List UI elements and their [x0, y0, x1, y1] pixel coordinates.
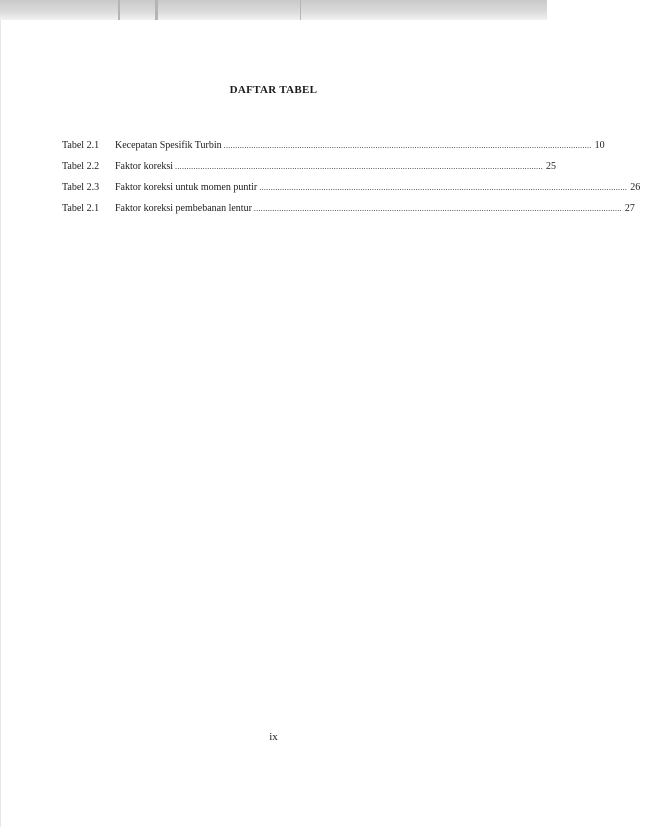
page-number: ix — [269, 731, 278, 743]
toc-entry[interactable] — [62, 161, 557, 182]
dot-leader: ................................................................................................................................................................ — [259, 183, 628, 192]
toc-entry-label: Faktor koreksi untuk momen puntir — [115, 182, 258, 193]
toc-entry-page: 26 — [630, 182, 641, 193]
table-of-contents — [62, 140, 641, 224]
dot-leader: ................................................................................................................................................................ — [223, 141, 592, 150]
toc-entry-page: 27 — [624, 203, 635, 214]
toc-entry-number: Tabel 2.1 — [62, 140, 100, 151]
scan-edge-line — [0, 20, 1, 827]
dot-leader: ................................................................................................................................................................ — [175, 162, 544, 171]
toc-entry-number: Tabel 2.3 — [62, 182, 100, 193]
page-title: DAFTAR TABEL — [229, 84, 318, 96]
toc-entry[interactable] — [62, 140, 605, 161]
toc-entry-number: Tabel 2.1 — [62, 203, 100, 214]
toc-entry-label: Kecepatan Spesifik Turbin — [115, 140, 222, 151]
toc-entry-number: Tabel 2.2 — [62, 161, 100, 172]
toc-entry[interactable] — [62, 182, 641, 203]
scan-artifact-bar — [0, 0, 547, 20]
toc-entry-page: 25 — [546, 161, 557, 172]
toc-entry-label: Faktor koreksi — [115, 161, 174, 172]
toc-entry[interactable] — [62, 203, 635, 224]
toc-entry-page: 10 — [594, 140, 605, 151]
toc-entry-label: Faktor koreksi pembebanan lentur — [115, 203, 252, 214]
dot-leader: ................................................................................................................................................................ — [253, 204, 622, 213]
